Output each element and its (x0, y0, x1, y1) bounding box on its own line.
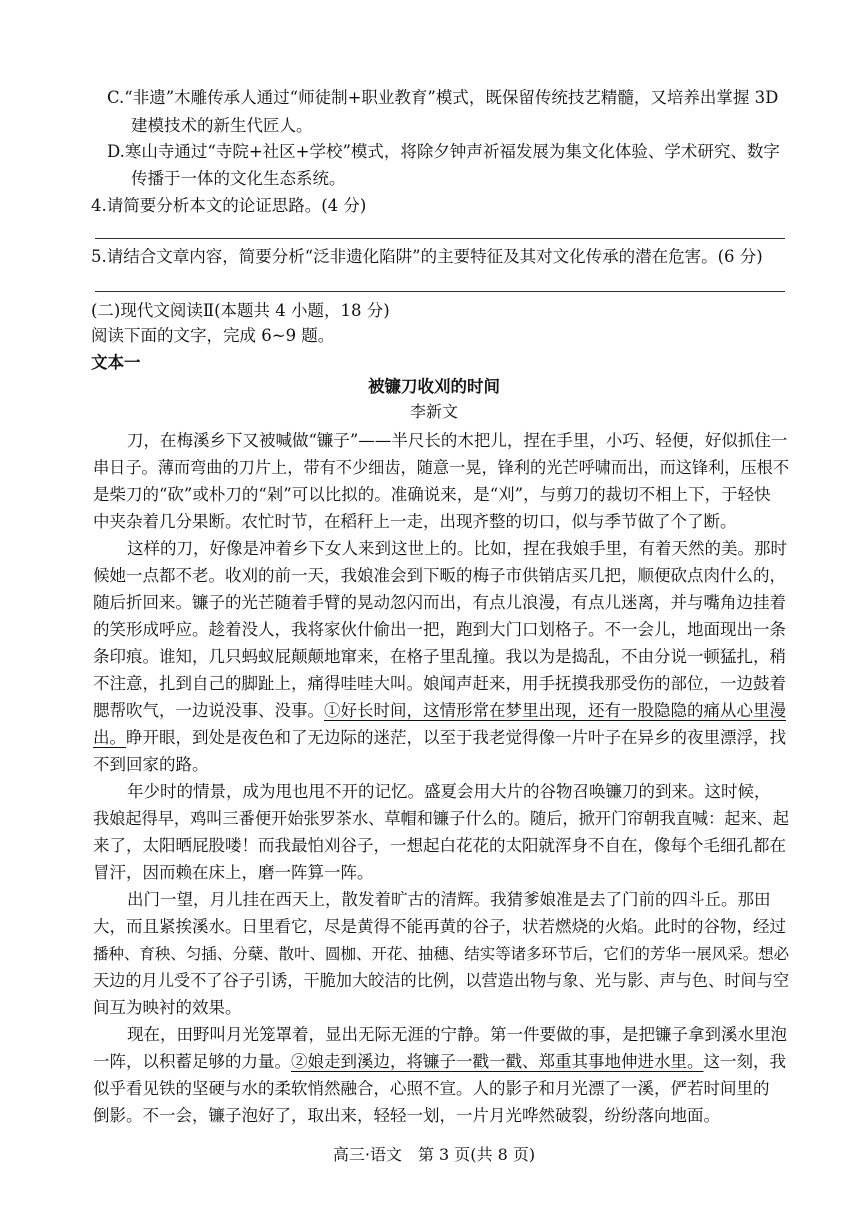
paragraph-line: 我娘起得早，鸡叫三番便开始张罗茶水、草帽和镰子什么的。随后，掀开门帘朝我直喊：起来、起 (93, 809, 790, 828)
article-author: 李新文 (409, 402, 458, 421)
text-one-label: 文本一 (91, 353, 141, 372)
paragraph-line (93, 726, 786, 750)
sentence-text: 睁开眼，到处是夜色和了无边际的迷茫，以至于我老觉得像一片叶子在异乡的夜里漂浮，找 (126, 728, 786, 747)
section-header: (二)现代文阅读Ⅱ(本题共 4 小题，18 分) (91, 301, 390, 320)
paragraph-line: 似乎看见铁的坚硬与水的柔软悄然融合，心照不宣。人的影子和月光漂了一溪，俨若时间里的 (93, 1079, 770, 1098)
answer-line-q4[interactable] (95, 238, 785, 239)
paragraph-line: 刀，在梅溪乡下又被喊做“镰子”——半尺长的木把儿，捏在手里，小巧、轻便，好似抓住一 (127, 431, 788, 450)
paragraph-line: 播种、育秧、匀插、分蘖、散叶、圆枷、开花、抽穗、结实等诸多环节后，它们的芳华一展风采。想必 (93, 945, 790, 963)
paragraph-line: 倒影。不一会，镰子泡好了，取出来，轻轻一划，一片月光哗然破裂，纷纷落向地面。 (93, 1106, 720, 1125)
sentence-text: 腮帮吹气，一边说没事、没事。 (93, 701, 324, 720)
paragraph-line: 出门一望，月儿挂在西天上，散发着旷古的清辉。我猜爹娘准是去了门前的四斗丘。那田 (127, 890, 771, 909)
section-instruction: 阅读下面的文字，完成 6~9 题。 (91, 326, 335, 345)
sentence-text: 一阵，以积蓄足够的力量。 (93, 1052, 291, 1071)
question-5: 5.请结合文章内容，简要分析“泛非遗化陷阱”的主要特征及其对文化传承的潜在危害。(6 分) (91, 247, 763, 266)
paragraph-line: 来了，太阳晒屁股喽！而我最怕刈谷子，一想起白花花的太阳就浑身不自在，像每个毛细孔都在 (93, 836, 786, 855)
paragraph-line-with-marked-sentence (93, 699, 786, 723)
paragraph-line: 间互为映衬的效果。 (93, 998, 242, 1017)
page-footer: 高三·语文 第 3 页(共 8 页) (332, 1145, 536, 1164)
paragraph-line: 的笑形成呼应。趁着没人，我将家伙什偷出一把，跑到大门口划格子。不一会儿，地面现出一条 (93, 620, 786, 639)
option-d-line1: D.寒山寺通过“寺院+社区+学校”模式，将除夕钟声祈福发展为集文化体验、学术研究、数字 (107, 142, 780, 161)
paragraph-line: 中夹杂着几分果断。农忙时节，在稻秆上一走，出现齐整的切口，似与季节做了个了断。 (93, 512, 737, 531)
answer-line-q5[interactable] (95, 291, 785, 292)
option-c-line1: C.“非遗”木雕传承人通过“师徒制+职业教育”模式，既保留传统技艺精髓，又培养出掌握 3D (107, 88, 779, 107)
paragraph-line: 是柴刀的“砍”或朴刀的“剁”可以比拟的。准确说来，是“刈”，与剪刀的裁切不相上下，于轻快 (93, 485, 771, 504)
paragraph-line: 现在，田野叫月光笼罩着，显出无际无涯的宁静。第一件要做的事，是把镰子拿到溪水里泡 (127, 1025, 787, 1044)
marked-sentence-1-end: 出。 (93, 728, 126, 747)
paragraph-line: 这样的刀，好像是冲着乡下女人来到这世上的。比如，捏在我娘手里，有着天然的美。那时 (127, 539, 787, 558)
paragraph-line: 候她一点都不老。收刈的前一天，我娘准会到下畈的梅子市供销店买几把，顺便砍点肉什么的， (93, 566, 786, 585)
option-d-line2: 传播于一体的文化生态系统。 (131, 169, 346, 188)
option-c-line2: 建模技术的新生代匠人。 (131, 116, 313, 135)
sentence-text: 这一刻，我 (703, 1052, 786, 1071)
paragraph-line: 不到回家的路。 (93, 755, 209, 774)
paragraph-line: 随后折回来。镰子的光芒随着手臂的晃动忽闪而出，有点儿浪漫，有点儿迷离，并与嘴角边挂着 (93, 593, 786, 612)
paragraph-line: 串日子。薄而弯曲的刀片上，带有不少细齿，随意一晃，锋利的光芒呼啸而出，而这锋利，压根不 (93, 458, 790, 477)
paragraph-line: 不注意，扎到自己的脚趾上，痛得哇哇大叫。娘闻声赶来，用手抚摸我那受伤的部位，一边鼓着 (93, 674, 786, 693)
paragraph-line-with-marked-sentence (93, 1050, 786, 1074)
paragraph-line: 年少时的情景，成为甩也甩不开的记忆。盛夏会用大片的谷物召唤镰刀的到来。这时候， (127, 782, 771, 801)
marked-sentence-1: ①好长时间，这情形常在梦里出现，还有一股隐隐的痛从心里漫 (324, 701, 786, 720)
paragraph-line: 大，而且紧挨溪水。日里看它，尽是黄得不能再黄的谷子，状若燃烧的火焰。此时的谷物，经过 (93, 917, 786, 936)
paragraph-line: 天边的月儿受不了谷子引诱，干脆加大皎洁的比例，以营造出物与象、光与影、声与色、时间与空 (93, 971, 790, 990)
article-title: 被镰刀收刈的时间 (368, 377, 500, 396)
marked-sentence-2: ②娘走到溪边，将镰子一戳一戳、郑重其事地伸进水里。 (291, 1052, 704, 1071)
question-4: 4.请简要分析本文的论证思路。(4 分) (91, 196, 367, 215)
paragraph-line: 冒汗，因而赖在床上，磨一阵算一阵。 (93, 863, 374, 882)
paragraph-line: 条印痕。谁知，几只蚂蚁屁颠颠地窜来，在格子里乱撞。我以为是捣乱，不由分说一顿猛扎，稍 (93, 647, 786, 666)
